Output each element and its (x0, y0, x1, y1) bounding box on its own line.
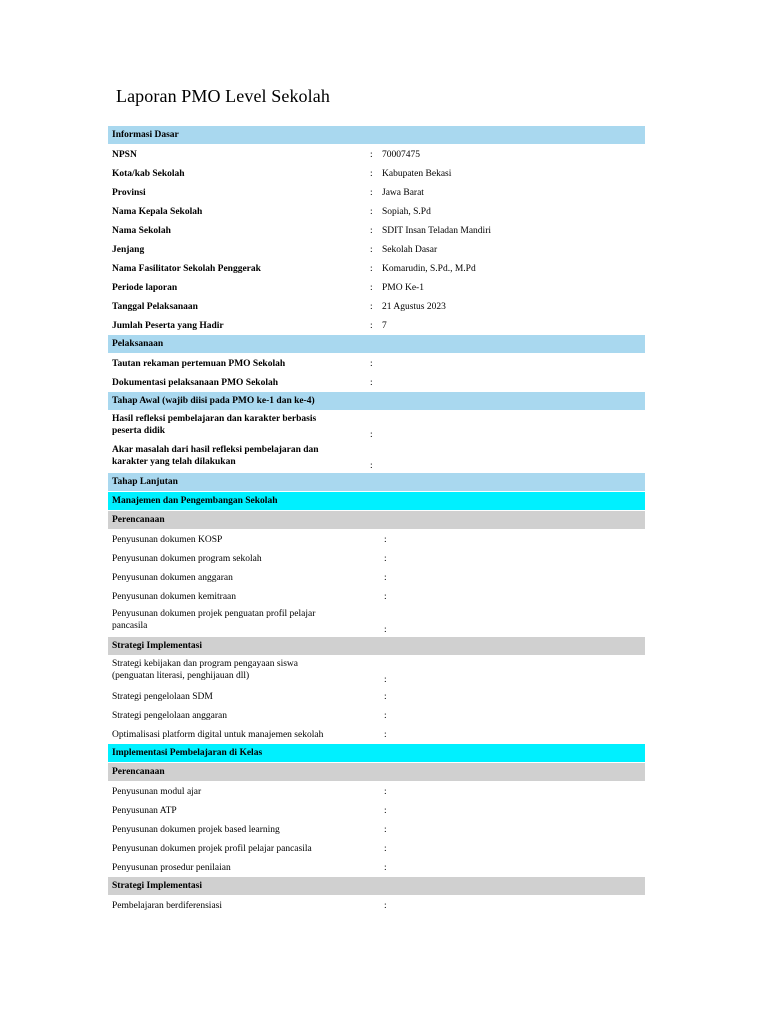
section-title: Strategi Implementasi (112, 881, 202, 891)
colon: : (384, 625, 387, 635)
colon: : (370, 168, 373, 179)
task-row (108, 782, 645, 801)
info-value: Sekolah Dasar (382, 244, 438, 255)
item-label: Strategi pengelolaan SDM (112, 691, 213, 702)
item-label: Penyusunan dokumen projek profil pelajar pancasila (112, 843, 312, 854)
colon: : (370, 320, 373, 331)
colon: : (384, 805, 387, 816)
task-row (108, 687, 645, 706)
task-row (108, 839, 645, 858)
item-value (382, 411, 645, 442)
info-value: 70007475 (382, 149, 420, 160)
colon: : (384, 710, 387, 721)
info-row-kepala-sekolah (108, 202, 645, 221)
info-row-peserta (108, 316, 645, 335)
colon: : (384, 591, 387, 602)
task-row (108, 896, 645, 915)
colon: : (370, 461, 373, 471)
info-row-tanggal (108, 297, 645, 316)
colon: : (384, 843, 387, 854)
colon: : (384, 824, 387, 835)
subsection-header-strategi (108, 637, 645, 655)
item-value (396, 606, 645, 637)
item-label: Penyusunan dokumen kemitraan (112, 591, 237, 602)
section-title: Informasi Dasar (112, 130, 179, 140)
info-label: Nama Sekolah (112, 225, 171, 236)
info-value: 21 Agustus 2023 (382, 301, 446, 312)
info-label: Tanggal Pelaksanaan (112, 301, 198, 312)
item-label: Penyusunan modul ajar (112, 786, 202, 797)
colon: : (370, 225, 373, 236)
task-row (108, 530, 645, 549)
tahap-awal-row (108, 442, 645, 473)
info-label: Jenjang (112, 244, 145, 255)
info-value: PMO Ke-1 (382, 282, 424, 293)
item-label: Tautan rekaman pertemuan PMO Sekolah (112, 358, 286, 369)
item-label: Dokumentasi pelaksanaan PMO Sekolah (112, 377, 279, 388)
colon: : (370, 206, 373, 217)
info-value: SDIT Insan Teladan Mandiri (382, 225, 492, 236)
item-label: Penyusunan dokumen anggaran (112, 572, 233, 583)
task-row (108, 858, 645, 877)
info-row-kota (108, 164, 645, 183)
colon: : (384, 729, 387, 740)
section-title: Strategi Implementasi (112, 641, 202, 651)
colon: : (384, 691, 387, 702)
colon: : (370, 377, 373, 388)
info-row-npsn (108, 145, 645, 164)
colon: : (370, 187, 373, 198)
info-row-periode (108, 278, 645, 297)
report-table (108, 126, 645, 915)
task-row (108, 706, 645, 725)
section-header-implementasi (108, 744, 645, 762)
colon: : (384, 553, 387, 564)
info-value: Komarudin, S.Pd., M.Pd (382, 263, 476, 274)
colon: : (370, 263, 373, 274)
info-value: Jawa Barat (382, 187, 424, 198)
task-row (108, 568, 645, 587)
info-value: Sopiah, S.Pd (382, 206, 431, 217)
colon: : (384, 862, 387, 873)
section-header-tahap-awal (108, 392, 645, 410)
info-row-nama-sekolah (108, 221, 645, 240)
section-title: Tahap Lanjutan (112, 477, 178, 487)
info-row-provinsi (108, 183, 645, 202)
item-label: Penyusunan dokumen program sekolah (112, 553, 262, 564)
item-label: Penyusunan ATP (112, 805, 177, 816)
item-label: Strategi kebijakan dan program pengayaan siswa (penguatan literasi, penghijauan dll) (112, 659, 298, 681)
info-label: Kota/kab Sekolah (112, 168, 185, 179)
info-value: 7 (382, 320, 387, 331)
info-label: Nama Kepala Sekolah (112, 206, 203, 217)
pelaksanaan-row (108, 354, 645, 373)
section-header-tahap-lanjutan (108, 473, 645, 491)
task-row (108, 656, 645, 687)
pelaksanaan-row (108, 373, 645, 392)
section-header-manajemen (108, 492, 645, 510)
task-row (108, 801, 645, 820)
item-label: Penyusunan prosedur penilaian (112, 862, 231, 873)
info-label: Provinsi (112, 187, 146, 198)
section-title: Manajemen dan Pengembangan Sekolah (112, 496, 278, 506)
info-row-jenjang (108, 240, 645, 259)
colon: : (384, 900, 387, 911)
info-value: Kabupaten Bekasi (382, 168, 452, 179)
item-label: Akar masalah dari hasil refleksi pembelajaran dan karakter yang telah dilakukan (112, 445, 319, 467)
info-label: Jumlah Peserta yang Hadir (112, 320, 224, 331)
colon: : (370, 301, 373, 312)
item-label: Pembelajaran berdiferensiasi (112, 900, 222, 911)
task-row (108, 587, 645, 606)
item-label: Hasil refleksi pembelajaran dan karakter berbasis peserta didik (112, 414, 317, 436)
section-title: Implementasi Pembelajaran di Kelas (112, 748, 263, 758)
task-row (108, 606, 645, 637)
colon: : (384, 534, 387, 545)
item-label: Strategi pengelolaan anggaran (112, 710, 228, 721)
info-label: NPSN (112, 149, 137, 160)
subsection-header-perencanaan (108, 763, 645, 781)
section-header-pelaksanaan (108, 335, 645, 353)
info-label: Periode laporan (112, 282, 178, 293)
task-row (108, 820, 645, 839)
item-label: Optimalisasi platform digital untuk manajemen sekolah (112, 729, 324, 740)
section-title: Perencanaan (112, 515, 165, 525)
colon: : (384, 572, 387, 583)
task-row (108, 549, 645, 568)
colon: : (370, 244, 373, 255)
task-row (108, 725, 645, 744)
section-title: Perencanaan (112, 767, 165, 777)
subsection-header-perencanaan (108, 511, 645, 529)
colon: : (370, 358, 373, 369)
item-value (382, 442, 645, 473)
colon: : (384, 675, 387, 685)
page-title: Laporan PMO Level Sekolah (116, 86, 330, 106)
section-title: Pelaksanaan (112, 339, 164, 349)
item-label: Penyusunan dokumen projek penguatan profil pelajar pancasila (112, 609, 316, 631)
section-title: Tahap Awal (wajib diisi pada PMO ke-1 dan ke-4) (112, 396, 315, 406)
item-label: Penyusunan dokumen projek based learning (112, 824, 280, 835)
info-row-fasilitator (108, 259, 645, 278)
subsection-header-strategi (108, 877, 645, 895)
colon: : (370, 149, 373, 160)
colon: : (370, 430, 373, 440)
colon: : (370, 282, 373, 293)
tahap-awal-row (108, 411, 645, 442)
item-label: Penyusunan dokumen KOSP (112, 534, 223, 545)
colon: : (384, 786, 387, 797)
info-label: Nama Fasilitator Sekolah Penggerak (112, 263, 261, 274)
section-header-informasi-dasar (108, 126, 645, 144)
item-value (396, 656, 645, 687)
